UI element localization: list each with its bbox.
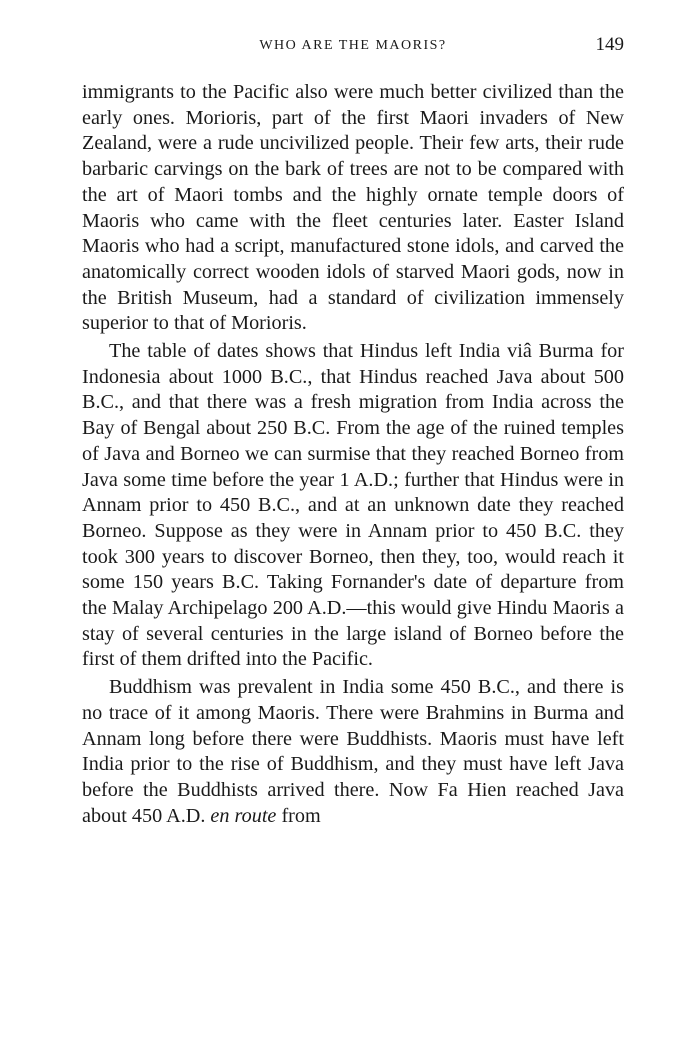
paragraph-2: The table of dates shows that Hindus left India viâ Burma for Indonesia about 1000 B.C., that Hindus reached Java about 500 B.C., and that there was a fresh migration from India across the Bay of Bengal about 250 B.C. From the age of the ruined temples of Java and Borneo we can surmise that they reached Borneo from Java some time before the year 1 A.D.; further that Hindus were in Annam prior to 450 B.C., and at an unknown date they reached Borneo. Suppose as they were in Annam prior to 450 B.C. they took 300 years to discover Borneo, then they, too, would reach it some 150 years B.C. Taking Fornander's date of departure from the Malay Archipelago 200 A.D.—this would give Hindu Maoris a stay of several centuries in the large island of Borneo before the first of them drifted into the Pacific. bbox=[82, 340, 624, 671]
paragraph-1: immigrants to the Pacific also were much better civilized than the early ones. Morioris, part of the first Maori invaders of New Zealand, were a rude uncivilized people. Their few arts, their rude barbaric carvings on the bark of trees are not to be compared with the art of Maori tombs and the highly ornate temple doors of Maoris who came with the fleet centuries later. Easter Island Maoris who had a script, manufactured stone idols, and carved the anatomically correct wooden idols of starved Maori gods, now in the British Museum, had a standard of civilization immensely superior to that of Morioris. bbox=[82, 81, 624, 335]
italic-phrase: en route bbox=[210, 804, 277, 827]
paragraph-3-tail: from bbox=[281, 804, 321, 827]
body-text bbox=[82, 80, 624, 829]
paragraph-3 bbox=[82, 675, 624, 829]
paragraph-3-text: Buddhism was prevalent in India some 450 B.C., and there is no trace of it among Maoris. There were Brahmins in Burma and Annam long before there were Buddhists. Maoris must have left India prior to the rise of Buddhism, and they must have left Java before the Buddhists arrived there. Now Fa Hien reached Java about 450 A.D. bbox=[82, 676, 624, 827]
page-header bbox=[82, 34, 624, 64]
page-number: 149 bbox=[595, 34, 624, 55]
book-page bbox=[82, 34, 624, 829]
running-head: WHO ARE THE MAORIS? bbox=[259, 38, 447, 53]
